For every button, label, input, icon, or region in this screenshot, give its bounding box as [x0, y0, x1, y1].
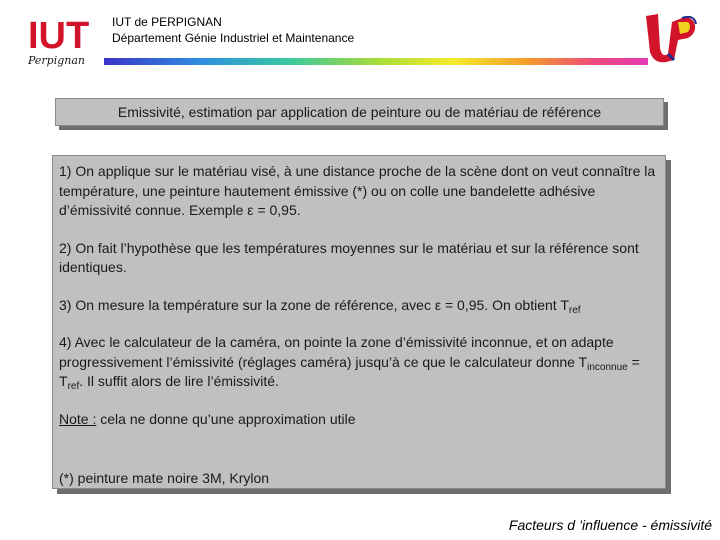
step-4-subscript-ref: ref	[67, 381, 80, 392]
footnote: (*) peinture mate noire 3M, Krylon	[59, 470, 270, 486]
iut-logo-text: IUT	[28, 15, 90, 57]
step-4-subscript-inconnue: inconnue	[587, 361, 628, 373]
step-4-mid: = T	[59, 353, 640, 389]
institution-name: IUT de PERPIGNAN	[112, 15, 222, 29]
step-1-paragraph: 1) On applique sur le matériau visé, à une distance proche de la scène dont on veut connaître la température, une peinture hautement émissive (*) ou on colle une bandelette adhésive d’émissivité connue. Exemple ε = 0,95.	[59, 163, 656, 218]
step-4-end: . Il suffit alors de lire l’émissivité.	[79, 373, 279, 389]
header-rainbow-divider	[104, 58, 648, 65]
note-label: Note :	[59, 410, 97, 427]
content-panel	[52, 155, 666, 489]
note-text: cela ne donne qu’une approximation utile	[96, 410, 356, 427]
slide-title: Emissivité, estimation par application de peinture ou de matériau de référence	[55, 98, 664, 126]
iut-logo	[26, 12, 92, 68]
step-3-paragraph	[59, 296, 659, 316]
step-4-text: 4) Avec le calculateur de la caméra, on pointe la zone d’émissivité inconnue, et on adapte progressivement l’émissivité (réglages caméra) jusqu’à ce que le calculateur donne T	[59, 334, 614, 370]
department-name: Département Génie Industriel et Maintenance	[112, 31, 355, 45]
header-text	[112, 14, 354, 46]
footer-caption: Facteurs d ’influence - émissivité	[508, 517, 712, 533]
iut-logo-script: Perpignan	[28, 54, 86, 67]
step-4-paragraph	[59, 333, 659, 392]
note-paragraph	[59, 410, 659, 430]
step-3-text: 3) On mesure la température sur la zone de référence, avec ε = 0,95. On obtient T	[59, 296, 569, 313]
step-3-subscript-ref: ref	[568, 304, 581, 316]
step-2-paragraph: 2) On fait l’hypothèse que les températures moyennes sur le matériau et sur la référence sont identiques.	[59, 239, 639, 275]
